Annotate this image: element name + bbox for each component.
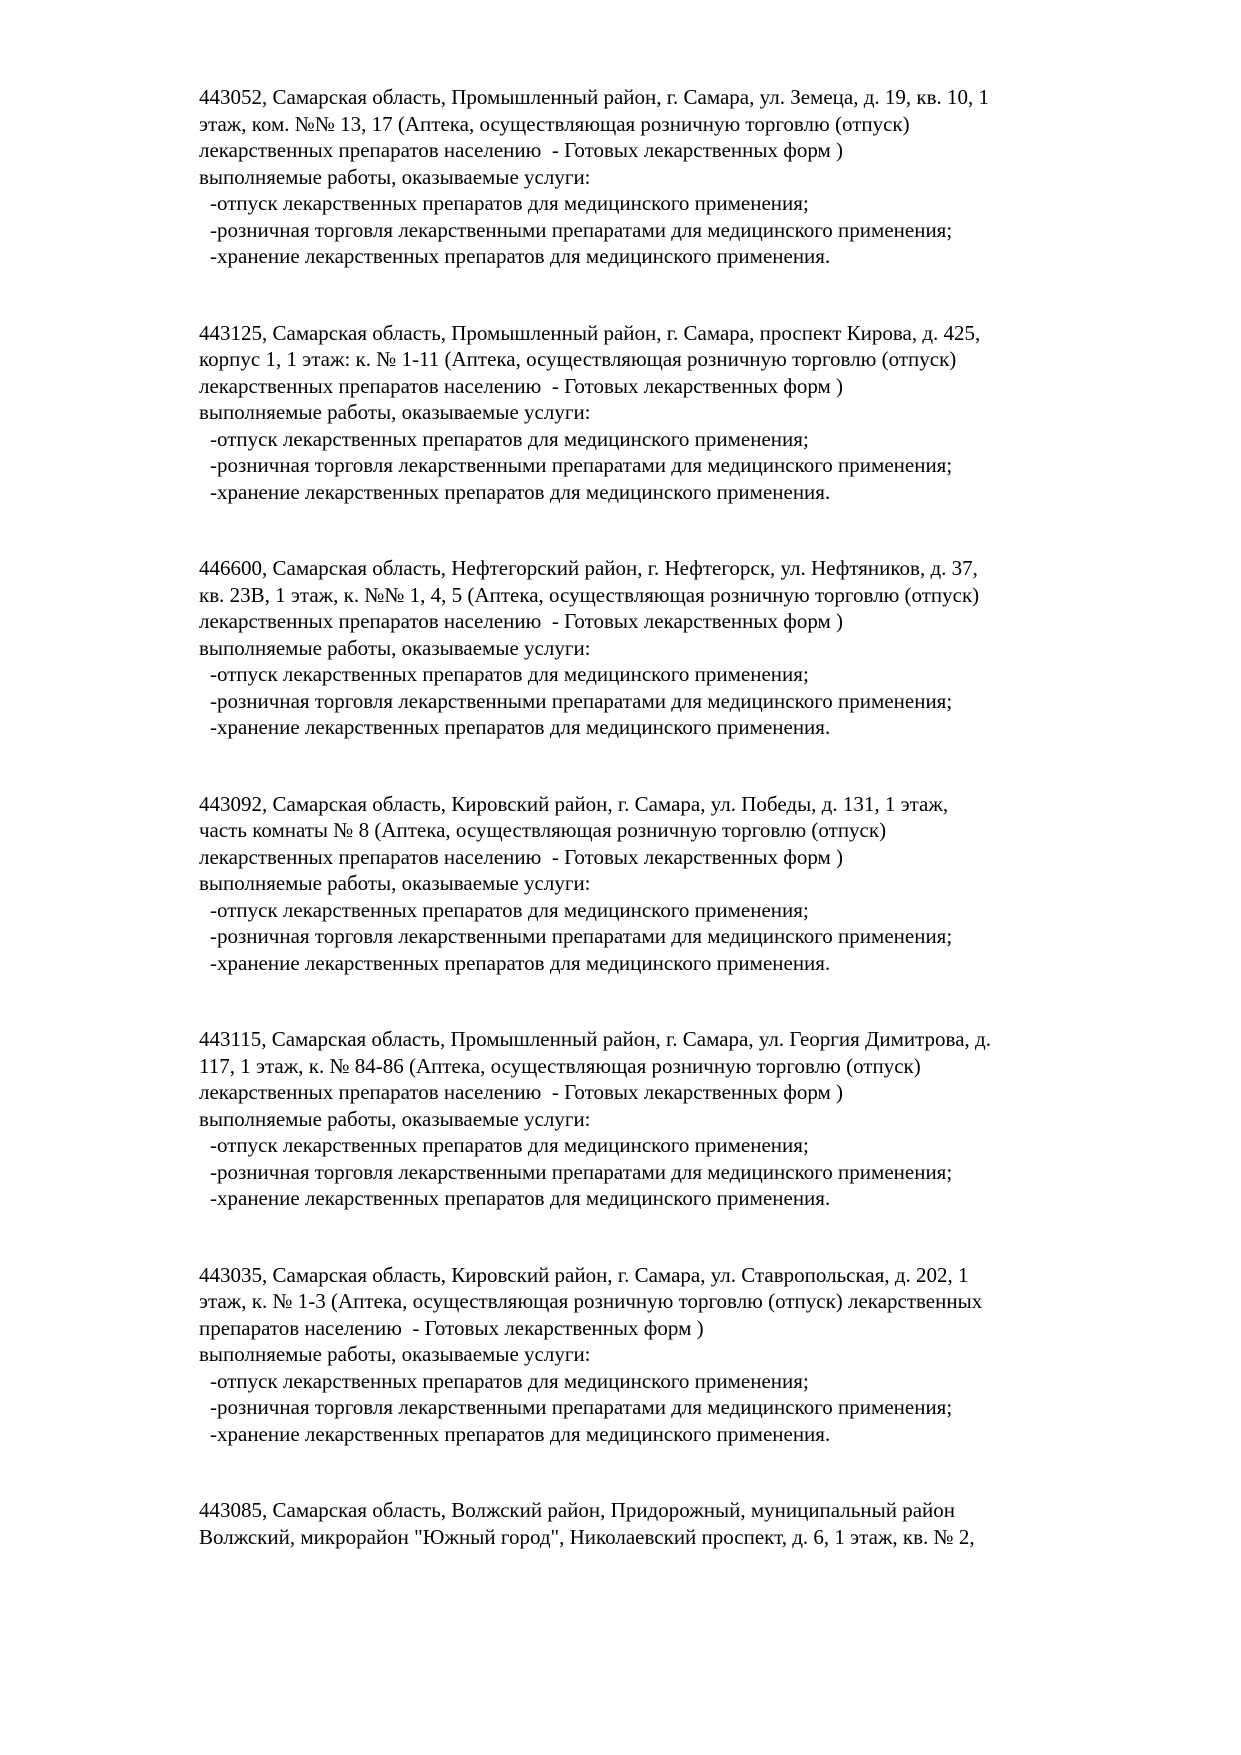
service_line-line: -розничная торговля лекарственными препаратами для медицинского применения; xyxy=(210,688,953,713)
entry-address-block xyxy=(199,1262,1079,1368)
service_line-line: -отпуск лекарственных препаратов для медицинского применения; xyxy=(210,191,809,215)
address_line-line: кв. 23В, 1 этаж, к. №№ 1, 4, 5 (Аптека, осуществляющая розничную торговлю (отпуск) xyxy=(199,582,980,607)
service_line-line: -хранение лекарственных препаратов для медицинского применения. xyxy=(210,479,831,504)
address_line-line: этаж, ком. №№ 13, 17 (Аптека, осуществляющая розничную торговлю (отпуск) xyxy=(199,111,910,136)
address_line-line: выполняемые работы, оказываемые услуги: xyxy=(199,871,591,895)
pharmacy-entry xyxy=(199,320,1079,506)
pharmacy-entry xyxy=(199,1026,1079,1212)
pharmacy-entry xyxy=(199,1497,1079,1550)
service_line-line: -отпуск лекарственных препаратов для медицинского применения; xyxy=(210,426,809,451)
service_line-line: -розничная торговля лекарственными препаратами для медицинского применения; xyxy=(210,453,953,477)
pharmacy-entry xyxy=(199,84,1079,270)
entry-services-block xyxy=(199,426,1079,506)
address_line-line: препаратов населению - Готовых лекарственных форм ) xyxy=(199,1315,704,1340)
entry-address-block xyxy=(199,320,1079,426)
address_line-line: 443085, Самарская область, Волжский район, Придорожный, муниципальный район xyxy=(199,1498,955,1522)
address_line-line: часть комнаты № 8 (Аптека, осуществляющая розничную торговлю (отпуск) xyxy=(199,818,887,842)
address_line-line: этаж, к. № 1-3 (Аптека, осуществляющая розничную торговлю (отпуск) лекарственных xyxy=(199,1289,983,1313)
address_line-line: выполняемые работы, оказываемые услуги: xyxy=(199,164,591,189)
entry-services-block xyxy=(199,190,1079,270)
service_line-line: -розничная торговля лекарственными препаратами для медицинского применения; xyxy=(210,1395,953,1419)
address_line-line: лекарственных препаратов населению - Готовых лекарственных форм ) xyxy=(199,844,844,869)
pharmacy-entry xyxy=(199,1262,1079,1448)
service_line-line: -хранение лекарственных препаратов для медицинского применения. xyxy=(210,1186,831,1210)
address_line-line: 117, 1 этаж, к. № 84-86 (Аптека, осуществляющая розничную торговлю (отпуск) xyxy=(199,1053,921,1078)
entry-address-block xyxy=(199,1026,1079,1132)
address_line-line: выполняемые работы, оказываемые услуги: xyxy=(199,400,591,424)
address_line-line: лекарственных препаратов населению - Готовых лекарственных форм ) xyxy=(199,609,844,633)
service_line-line: -розничная торговля лекарственными препаратами для медицинского применения; xyxy=(210,1159,953,1184)
address_line-line: 443052, Самарская область, Промышленный район, г. Самара, ул. Земеца, д. 19, кв. 10, 1 xyxy=(199,85,990,109)
entry-address-block xyxy=(199,555,1079,661)
address_line-line: лекарственных препаратов населению - Готовых лекарственных форм ) xyxy=(199,138,844,162)
entry-address-block xyxy=(199,1497,1079,1550)
entry-address-block xyxy=(199,791,1079,897)
service_line-line: -отпуск лекарственных препаратов для медицинского применения; xyxy=(210,1133,809,1157)
address_line-line: выполняемые работы, оказываемые услуги: xyxy=(199,1106,591,1131)
entry-address-block xyxy=(199,84,1079,190)
address_line-line: выполняемые работы, оказываемые услуги: xyxy=(199,1342,591,1366)
entry-services-block xyxy=(199,661,1079,741)
address_line-line: 446600, Самарская область, Нефтегорский район, г. Нефтегорск, ул. Нефтяников, д. 37, xyxy=(199,556,978,580)
service_line-line: -хранение лекарственных препаратов для медицинского применения. xyxy=(210,950,831,975)
document-body xyxy=(199,84,1079,1600)
entry-services-block xyxy=(199,897,1079,977)
service_line-line: -отпуск лекарственных препаратов для медицинского применения; xyxy=(210,897,809,922)
address_line-line: лекарственных препаратов населению - Готовых лекарственных форм ) xyxy=(199,373,844,398)
entry-services-block xyxy=(199,1368,1079,1448)
address_line-line: лекарственных препаратов населению - Готовых лекарственных форм ) xyxy=(199,1080,844,1104)
service_line-line: -хранение лекарственных препаратов для медицинского применения. xyxy=(210,1421,831,1446)
service_line-line: -отпуск лекарственных препаратов для медицинского применения; xyxy=(210,662,809,686)
pharmacy-entry xyxy=(199,555,1079,741)
address_line-line: 443092, Самарская область, Кировский район, г. Самара, ул. Победы, д. 131, 1 этаж, xyxy=(199,791,949,816)
service_line-line: -розничная торговля лекарственными препаратами для медицинского применения; xyxy=(210,217,953,242)
service_line-line: -хранение лекарственных препаратов для медицинского применения. xyxy=(210,715,831,739)
address_line-line: 443125, Самарская область, Промышленный район, г. Самара, проспект Кирова, д. 425, xyxy=(199,320,981,345)
address_line-line: 443035, Самарская область, Кировский район, г. Самара, ул. Ставропольская, д. 202, 1 xyxy=(199,1262,969,1287)
service_line-line: -розничная торговля лекарственными препаратами для медицинского применения; xyxy=(210,924,953,948)
address_line-line: корпус 1, 1 этаж: к. № 1-11 (Аптека, осуществляющая розничную торговлю (отпуск) xyxy=(199,347,957,371)
pharmacy-entry xyxy=(199,791,1079,977)
service_line-line: -хранение лекарственных препаратов для медицинского применения. xyxy=(210,244,831,268)
entry-services-block xyxy=(199,1132,1079,1212)
service_line-line: -отпуск лекарственных препаратов для медицинского применения; xyxy=(210,1368,809,1393)
address_line-line: 443115, Самарская область, Промышленный район, г. Самара, ул. Георгия Димитрова, д. xyxy=(199,1027,991,1051)
address_line-line: выполняемые работы, оказываемые услуги: xyxy=(199,635,591,660)
address_line-line: Волжский, микрорайон "Южный город", Николаевский проспект, д. 6, 1 этаж, кв. № 2, xyxy=(199,1524,975,1549)
